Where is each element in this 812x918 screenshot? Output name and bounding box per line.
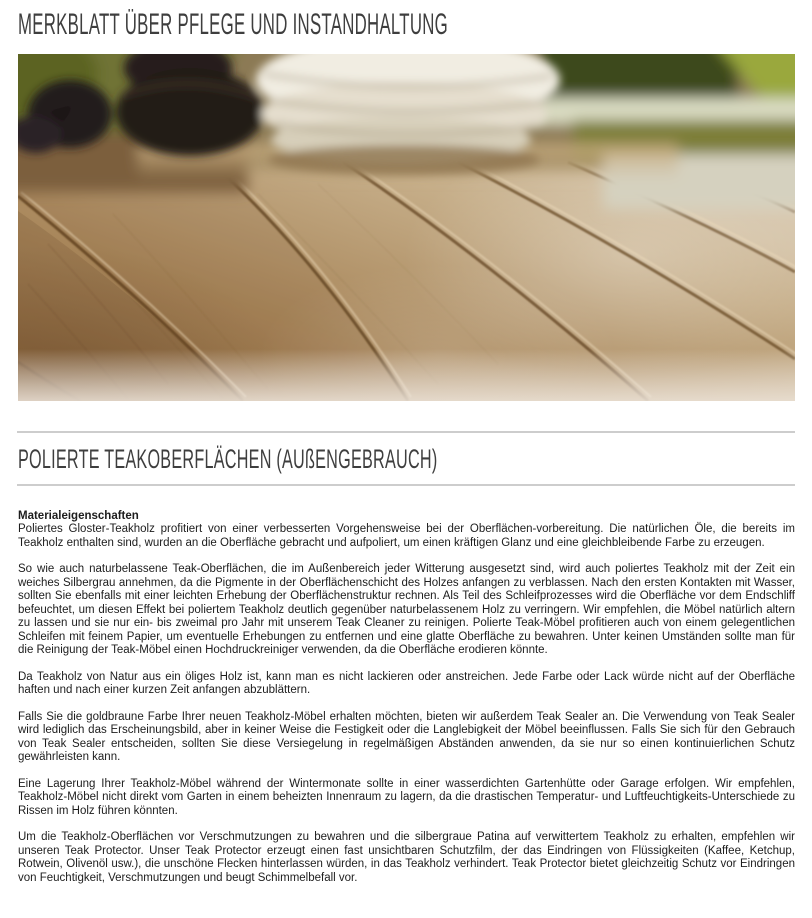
page-title: MERKBLATT ÜBER PFLEGE UND INSTANDHALTUNG: [18, 8, 449, 41]
paragraph-weathering: So wie auch naturbelassene Teak-Oberflächen, die im Außenbereich jeder Witterung ausgesetzt sind, wird auch poliertes Teakholz mit der Zeit ein weiches Silbergrau annehmen, da die Pigmente in der Oberflächenschicht des Holzes anfangen zu verblassen. Nach den ersten Kontakten mit Wasser, sollten Sie ebenfalls mit einer leichten Erhebung der Oberflächenstruktur rechnen. Als Teil des Schleifprozesses wird die Oberfläche vor dem Endschliff befeuchtet, um diesen Effekt bei poliertem Teakholz deutlich gegenüber naturbelassenem Holz zu verringern. Wir empfehlen, die Möbel natürlich altern zu lassen und sie nur ein- bis zweimal pro Jahr mit unserem Teak Cleaner zu reinigen. Polierte Teak-Möbel profitieren auch von einem gelegentlichen Schleifen mit feinem Papier, um eventuelle Erhebungen zu entfernen und eine glatte Oberfläche zu bewahren. Unter keinen Umständen sollte man für die Reinigung der Teak-Möbel einen Hochdruckreiniger verwenden, da die Oberfläche erodieren könnte.: [18, 563, 795, 657]
divider-bottom: [17, 484, 795, 486]
divider-top: [17, 431, 795, 433]
teak-table-photo: [18, 54, 795, 401]
bottom-light-wash: [18, 349, 795, 401]
paragraph-no-paint: Da Teakholz von Natur aus ein öliges Holz ist, kann man es nicht lackieren oder anstreichen. Jede Farbe oder Lack würde nicht auf der Oberfläche haften und nach einer kurzen Zeit anfangen abzublättern.: [18, 670, 795, 697]
paragraph-material-properties: [18, 510, 795, 551]
material-properties-subheading: Materialeigenschaften: [18, 509, 139, 522]
paragraph-text-1: Poliertes Gloster-Teakholz profitiert von einer verbesserten Vorgehensweise bei der Oberflächen-vorbereitung. Die natürlichen Öle, die bereits im Teakholz enthalten sind, wurden an die Oberfläche gebracht und aufpoliert, um einen kräftigen Glanz und eine gleichbleibende Farbe zu erzeugen.: [18, 523, 795, 549]
teak-table-photo-illustration: [18, 54, 795, 401]
article-body: [18, 510, 795, 886]
paragraph-winter-storage: Eine Lagerung Ihrer Teakholz-Möbel während der Wintermonate sollte in einer wasserdichten Gartenhütte oder Garage erfolgen. Wir empfehlen, Teakholz-Möbel nicht direkt vom Garten in einem beheizten Innenraum zu lagern, da die drastischen Temperatur- und Luftfeuchtigkeits-Unterschiede zu Rissen im Holz führen könnten.: [18, 777, 795, 817]
paragraph-teak-protector: Um die Teakholz-Oberflächen vor Verschmutzungen zu bewahren und die silbergraue Patina auf verwittertem Teakholz zu erhalten, empfehlen wir unseren Teak Protector. Unser Teak Protector erzeugt einen fast unsichtbaren Schutzfilm, der das Eindringen von Flüssigkeiten (Kaffee, Ketchup, Rotwein, Olivenöl usw.), die unschöne Flecken hinterlassen würden, in das Teakholz verhindert. Teak Protector bietet gleichzeitig Schutz vor Eindringen von Feuchtigkeit, Verschmutzungen und beugt Schimmelbefall vor.: [18, 831, 795, 884]
section-heading: POLIERTE TEAKOBERFLÄCHEN (AUßENGEBRAUCH): [18, 444, 438, 474]
paragraph-teak-sealer: Falls Sie die goldbraune Farbe Ihrer neuen Teakholz-Möbel erhalten möchten, bieten wir außerdem Teak Sealer an. Die Verwendung von Teak Sealer wird lediglich das Erscheinungsbild, aber in keiner Weise die Festigkeit oder die Langlebigkeit der Möbel beeinflussen. Falls Sie sich für den Gebrauch von Teak Sealer entscheiden, sollten Sie diese Versiegelung in regelmäßigen Abständen anwenden, da sie nur so einen kontinuierlichen Schutz gewährleisten kann.: [18, 710, 795, 764]
white-plate-stack: [256, 54, 560, 175]
